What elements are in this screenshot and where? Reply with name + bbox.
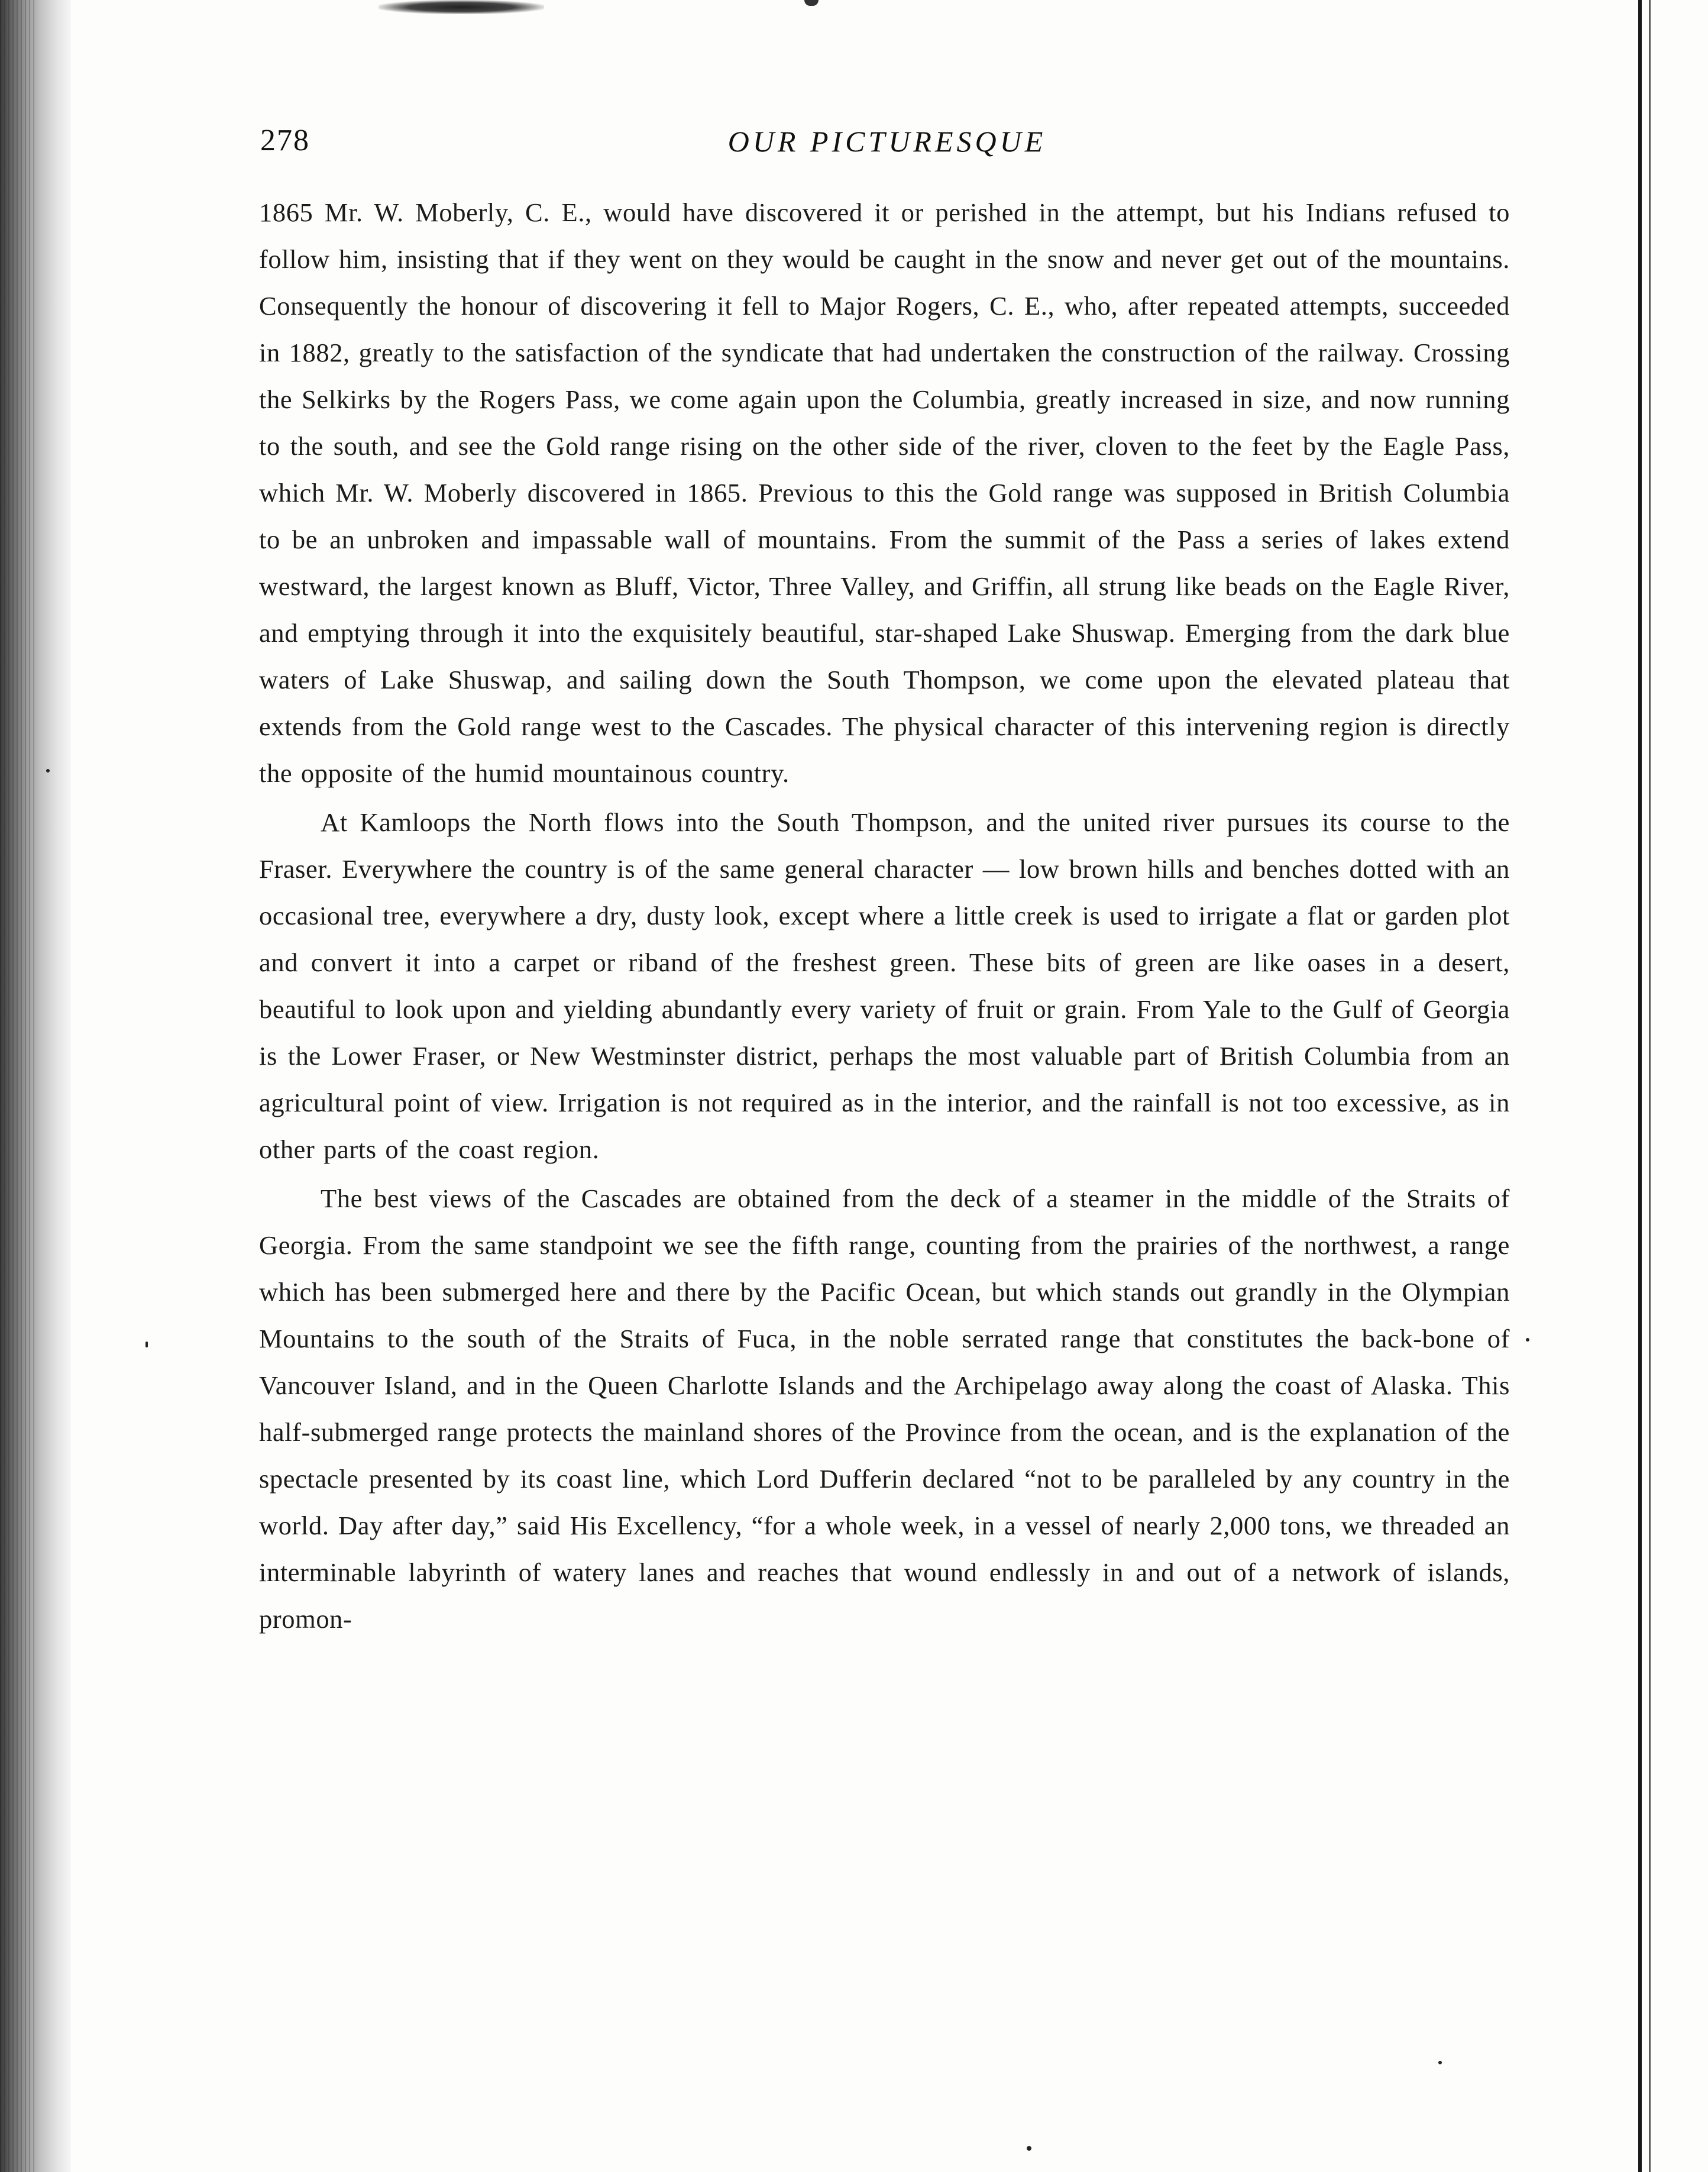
- running-title: OUR PICTURESQUE: [727, 125, 1047, 158]
- scan-speck: [1027, 2146, 1031, 2151]
- paragraph-1: 1865 Mr. W. Moberly, C. E., would have discovered it or perished in the attempt, but his Indians refused to follow him, insisting that if they went on they would be caught in the snow and never get out of the mountains. Consequently the honour of discovering it fell to Major Rogers, C. E., who, after repeated attempts, succeeded in 1882, greatly to the satisfaction of the syndicate that had undertaken the construction of the railway. Crossing the Selkirks by the Rogers Pass, we come again upon the Columbia, greatly increased in size, and now running to the south, and see the Gold range rising on the other side of the river, cloven to the feet by the Eagle Pass, which Mr. W. Moberly discovered in 1865. Previous to this the Gold range was supposed in British Columbia to be an unbroken and impassable wall of mountains. From the summit of the Pass a series of lakes extend westward, the largest known as Bluff, Victor, Three Valley, and Griffin, all strung like beads on the Eagle River, and emptying through it into the exquisitely beautiful, star-shaped Lake Shuswap. Emerging from the dark blue waters of Lake Shuswap, and sailing down the South Thompson, we come upon the elevated plateau that extends from the Gold range west to the Cascades. The physical character of this intervening region is directly the opposite of the humid mountainous country.: [259, 198, 1510, 788]
- page-edge-texture: [0, 0, 35, 2172]
- right-margin-rule-secondary: [1649, 0, 1651, 2172]
- scan-speck: [1438, 2061, 1442, 2064]
- scan-speck: [1526, 1338, 1529, 1342]
- top-ink-mark: [804, 0, 819, 6]
- page-header: [260, 118, 1514, 172]
- scan-speck: [46, 769, 50, 773]
- top-ink-smudge: [379, 0, 544, 14]
- right-margin-rule: [1638, 0, 1642, 2172]
- paragraph-3: The best views of the Cascades are obtained from the deck of a steamer in the middle of the Straits of Georgia. From the same standpoint we see the fifth range, counting from the prairies of the northwest, a range which has been submerged here and there by the Pacific Ocean, but which stands out grandly in the Olympian Mountains to the south of the Straits of Fuca, in the noble serrated range that constitutes the back-bone of Vancouver Island, and in the Queen Charlotte Islands and the Archipelago away along the coast of Alaska. This half-submerged range protects the mainland shores of the Province from the ocean, and is the explanation of the spectacle presented by its coast line, which Lord Dufferin declared “not to be paralleled by any country in the world. Day after day,” said His Excellency, “for a whole week, in a vessel of nearly 2,000 tons, we threaded an interminable labyrinth of watery lanes and reaches that wound endlessly in and out of a network of islands, promon-: [259, 1184, 1510, 1634]
- scan-speck: [145, 1342, 148, 1347]
- paragraph-2: At Kamloops the North flows into the South Thompson, and the united river pursues its course to the Fraser. Everywhere the country is of the same general character — low brown hills and benches dotted with an occasional tree, everywhere a dry, dusty look, except where a little creek is used to irrigate a flat or garden plot and convert it into a carpet or riband of the freshest green. These bits of green are like oases in a desert, beautiful to look upon and yielding abundantly every variety of fruit or grain. From Yale to the Gulf of Georgia is the Lower Fraser, or New Westminster district, perhaps the most valuable part of British Columbia from an agricultural point of view. Irrigation is not required as in the interior, and the rainfall is not too excessive, as in other parts of the coast region.: [259, 807, 1510, 1164]
- page-number: 278: [260, 124, 310, 157]
- body-text: [259, 189, 1510, 1643]
